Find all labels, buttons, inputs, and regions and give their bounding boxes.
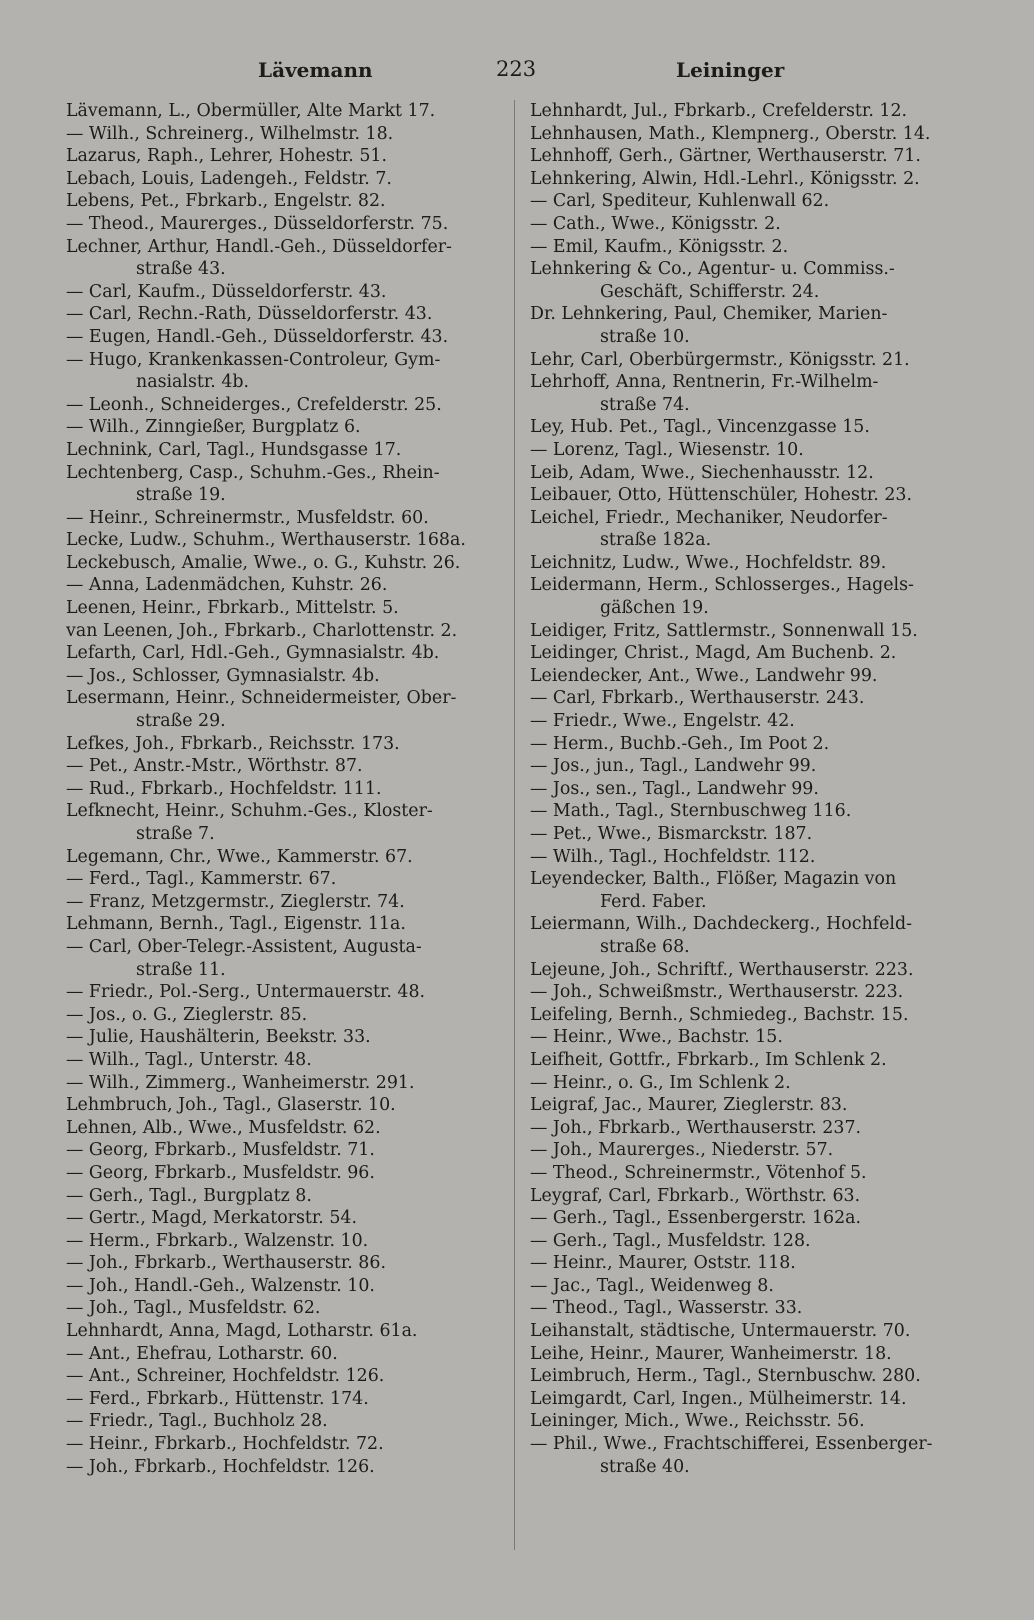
directory-entry: Leidermann, Herm., Schlosserges., Hagels- bbox=[530, 575, 914, 596]
directory-entry: Lechner, Arthur, Handl.-Geh., Düsseldorfer- bbox=[66, 236, 452, 257]
directory-entry: — Joh., Maurerges., Niederstr. 57. bbox=[530, 1140, 834, 1161]
directory-entry: — Gerh., Tagl., Essenbergerstr. 162a. bbox=[530, 1208, 862, 1229]
directory-entry: Lehnhausen, Math., Klempnerg., Oberstr. 14. bbox=[530, 123, 931, 144]
directory-entry: — Georg, Fbrkarb., Musfeldstr. 71. bbox=[66, 1140, 375, 1161]
directory-entry: Lejeune, Joh., Schriftf., Werthauserstr. 223. bbox=[530, 959, 914, 980]
directory-entry: — Heinr., Maurer, Oststr. 118. bbox=[530, 1253, 796, 1274]
directory-entry: — Carl, Fbrkarb., Werthauserstr. 243. bbox=[530, 688, 865, 709]
directory-entry: — Joh., Handl.-Geh., Walzenstr. 10. bbox=[66, 1275, 375, 1296]
directory-entry: — Georg, Fbrkarb., Musfeldstr. 96. bbox=[66, 1162, 375, 1183]
directory-entry: — Wilh., Schreinerg., Wilhelmstr. 18. bbox=[66, 123, 394, 144]
entry-continuation: straße 19. bbox=[136, 485, 226, 506]
entry-continuation: straße 68. bbox=[600, 936, 690, 957]
directory-entry: — Heinr., Schreinermstr., Musfeldstr. 60. bbox=[66, 507, 429, 528]
column-divider bbox=[514, 100, 515, 1550]
directory-entry: Lefkes, Joh., Fbrkarb., Reichsstr. 173. bbox=[66, 733, 400, 754]
directory-entry: Leckebusch, Amalie, Wwe., o. G., Kuhstr. 26. bbox=[66, 552, 461, 573]
entry-continuation: straße 11. bbox=[136, 959, 226, 980]
directory-entry: — Jos., jun., Tagl., Landwehr 99. bbox=[530, 756, 817, 777]
directory-entry: Lehnhardt, Jul., Fbrkarb., Crefelderstr. 12. bbox=[530, 101, 908, 121]
directory-entry: Ley, Hub. Pet., Tagl., Vincenzgasse 15. bbox=[530, 417, 870, 438]
directory-entry: — Hugo, Krankenkassen-Controleur, Gym- bbox=[66, 349, 441, 370]
directory-entry: Leiermann, Wilh., Dachdeckerg., Hochfeld- bbox=[530, 914, 912, 935]
directory-entry: — Friedr., Wwe., Engelstr. 42. bbox=[530, 711, 795, 732]
directory-entry: Lehmbruch, Joh., Tagl., Glaserstr. 10. bbox=[66, 1095, 396, 1116]
directory-entry: van Leenen, Joh., Fbrkarb., Charlottenstr. 2. bbox=[66, 620, 458, 641]
directory-entry: — Ant., Ehefrau, Lotharstr. 60. bbox=[66, 1343, 338, 1364]
directory-entry: Leiendecker, Ant., Wwe., Landwehr 99. bbox=[530, 665, 878, 686]
directory-entry: — Franz, Metzgermstr., Zieglerstr. 74. bbox=[66, 891, 405, 912]
directory-entry: Dr. Lehnkering, Paul, Chemiker, Marien- bbox=[530, 304, 888, 325]
entry-continuation: straße 182a. bbox=[600, 530, 712, 551]
directory-entry: Lechnink, Carl, Tagl., Hundsgasse 17. bbox=[66, 439, 402, 460]
directory-entry: Lehnkering & Co., Agentur- u. Commiss.- bbox=[530, 259, 895, 280]
page-number: 223 bbox=[496, 57, 537, 81]
directory-entry: — Jos., Schlosser, Gymnasialstr. 4b. bbox=[66, 665, 380, 686]
directory-entry: — Friedr., Pol.-Serg., Untermauerstr. 48. bbox=[66, 982, 426, 1003]
entry-continuation: straße 29. bbox=[136, 711, 226, 732]
directory-entry: — Leonh., Schneiderges., Crefelderstr. 25. bbox=[66, 394, 442, 415]
directory-entry: Leib, Adam, Wwe., Siechenhausstr. 12. bbox=[530, 462, 874, 483]
directory-entry: — Heinr., Wwe., Bachstr. 15. bbox=[530, 1027, 783, 1048]
directory-entry: — Joh., Fbrkarb., Werthauserstr. 237. bbox=[530, 1117, 862, 1138]
entry-continuation: straße 40. bbox=[600, 1456, 690, 1477]
entry-continuation: straße 74. bbox=[600, 394, 690, 415]
directory-entry: Lazarus, Raph., Lehrer, Hohestr. 51. bbox=[66, 146, 387, 167]
directory-entry: — Joh., Tagl., Musfeldstr. 62. bbox=[66, 1298, 321, 1319]
directory-entry: Lehnhardt, Anna, Magd, Lotharstr. 61a. bbox=[66, 1321, 418, 1342]
header-right-keyword: Leininger bbox=[676, 58, 785, 82]
directory-entry: Leibauer, Otto, Hüttenschüler, Hohestr. 23. bbox=[530, 485, 912, 506]
directory-entry: Leyendecker, Balth., Flößer, Magazin von bbox=[530, 869, 897, 890]
directory-entry: Leidinger, Christ., Magd, Am Buchenb. 2. bbox=[530, 643, 897, 664]
directory-entry: — Lorenz, Tagl., Wiesenstr. 10. bbox=[530, 439, 804, 460]
directory-entry: — Theod., Maurerges., Düsseldorferstr. 75. bbox=[66, 213, 449, 234]
directory-entry: — Wilh., Tagl., Unterstr. 48. bbox=[66, 1049, 312, 1070]
right-column bbox=[530, 100, 964, 1478]
directory-entry: Lechtenberg, Casp., Schuhm.-Ges., Rhein- bbox=[66, 462, 440, 483]
directory-entry: Leifheit, Gottfr., Fbrkarb., Im Schlenk 2. bbox=[530, 1049, 887, 1070]
directory-entry: — Gertr., Magd, Merkatorstr. 54. bbox=[66, 1208, 358, 1229]
directory-entry: — Ant., Schreiner, Hochfeldstr. 126. bbox=[66, 1366, 385, 1387]
directory-entry: — Carl, Kaufm., Düsseldorferstr. 43. bbox=[66, 281, 387, 302]
directory-entry: — Theod., Tagl., Wasserstr. 33. bbox=[530, 1298, 803, 1319]
entry-continuation: Geschäft, Schifferstr. 24. bbox=[600, 281, 820, 302]
directory-entry: Lehrhoff, Anna, Rentnerin, Fr.-Wilhelm- bbox=[530, 372, 879, 393]
directory-entry: Leimbruch, Herm., Tagl., Sternbuschw. 280. bbox=[530, 1366, 921, 1387]
directory-entry: — Pet., Anstr.-Mstr., Wörthstr. 87. bbox=[66, 756, 363, 777]
entry-continuation: gäßchen 19. bbox=[600, 598, 709, 619]
directory-entry: — Phil., Wwe., Frachtschifferei, Essenberger- bbox=[530, 1434, 933, 1455]
directory-entry: — Joh., Fbrkarb., Werthauserstr. 86. bbox=[66, 1253, 386, 1274]
directory-entry: Leigraf, Jac., Maurer, Zieglerstr. 83. bbox=[530, 1095, 848, 1116]
directory-entry: Lecke, Ludw., Schuhm., Werthauserstr. 168a. bbox=[66, 530, 466, 551]
directory-entry: — Carl, Rechn.-Rath, Düsseldorferstr. 43. bbox=[66, 304, 433, 325]
directory-entry: — Theod., Schreinermstr., Vötenhof 5. bbox=[530, 1162, 867, 1183]
directory-entry: Lehr, Carl, Oberbürgermstr., Königsstr. 21. bbox=[530, 349, 910, 370]
left-column bbox=[66, 100, 502, 1478]
directory-entry: — Rud., Fbrkarb., Hochfeldstr. 111. bbox=[66, 778, 382, 799]
directory-entry: Lefarth, Carl, Hdl.-Geh., Gymnasialstr. 4b. bbox=[66, 643, 440, 664]
directory-entry: Leihe, Heinr., Maurer, Wanheimerstr. 18. bbox=[530, 1343, 892, 1364]
directory-entry: Leidiger, Fritz, Sattlermstr., Sonnenwall 15. bbox=[530, 620, 918, 641]
directory-entry: — Gerh., Tagl., Burgplatz 8. bbox=[66, 1185, 312, 1206]
directory-entry: Leifeling, Bernh., Schmiedeg., Bachstr. 15. bbox=[530, 1004, 909, 1025]
directory-entry: Lävemann, L., Obermüller, Alte Markt 17. bbox=[66, 101, 436, 121]
directory-entry: — Heinr., o. G., Im Schlenk 2. bbox=[530, 1072, 791, 1093]
directory-entry: Lehnhoff, Gerh., Gärtner, Werthauserstr. 71. bbox=[530, 146, 921, 167]
directory-entry: Lehmann, Bernh., Tagl., Eigenstr. 11a. bbox=[66, 914, 406, 935]
directory-entry: — Carl, Spediteur, Kuhlenwall 62. bbox=[530, 191, 830, 212]
directory-entry: — Wilh., Zinngießer, Burgplatz 6. bbox=[66, 417, 361, 438]
directory-entry: — Jos., o. G., Zieglerstr. 85. bbox=[66, 1004, 308, 1025]
directory-entry: — Math., Tagl., Sternbuschweg 116. bbox=[530, 801, 852, 822]
entry-continuation: straße 10. bbox=[600, 326, 690, 347]
directory-entry: — Ferd., Fbrkarb., Hüttenstr. 174. bbox=[66, 1388, 369, 1409]
entry-continuation: Ferd. Faber. bbox=[600, 891, 707, 912]
directory-entry: — Herm., Buchb.-Geh., Im Poot 2. bbox=[530, 733, 830, 754]
directory-entry: — Pet., Wwe., Bismarckstr. 187. bbox=[530, 824, 813, 844]
entry-continuation: straße 43. bbox=[136, 259, 226, 280]
directory-entry: — Cath., Wwe., Königsstr. 2. bbox=[530, 213, 781, 234]
directory-entry: — Heinr., Fbrkarb., Hochfeldstr. 72. bbox=[66, 1434, 384, 1455]
directory-entry: — Jos., sen., Tagl., Landwehr 99. bbox=[530, 778, 819, 799]
directory-entry: Lebens, Pet., Fbrkarb., Engelstr. 82. bbox=[66, 191, 386, 212]
directory-entry: — Joh., Fbrkarb., Hochfeldstr. 126. bbox=[66, 1456, 375, 1477]
directory-entry: — Herm., Fbrkarb., Walzenstr. 10. bbox=[66, 1230, 369, 1251]
directory-entry: — Ferd., Tagl., Kammerstr. 67. bbox=[66, 869, 337, 890]
directory-entry: — Carl, Ober-Telegr.-Assistent, Augusta- bbox=[66, 936, 422, 957]
entry-continuation: straße 7. bbox=[136, 824, 215, 844]
directory-entry: Leenen, Heinr., Fbrkarb., Mittelstr. 5. bbox=[66, 598, 399, 619]
directory-entry: Lebach, Louis, Ladengeh., Feldstr. 7. bbox=[66, 168, 392, 189]
directory-entry: Leygraf, Carl, Fbrkarb., Wörthstr. 63. bbox=[530, 1185, 861, 1206]
directory-entry: — Joh., Schweißmstr., Werthauserstr. 223. bbox=[530, 982, 904, 1003]
directory-entry: Leininger, Mich., Wwe., Reichsstr. 56. bbox=[530, 1411, 865, 1432]
directory-entry: — Anna, Ladenmädchen, Kuhstr. 26. bbox=[66, 575, 388, 596]
entry-continuation: nasialstr. 4b. bbox=[136, 372, 250, 393]
directory-entry: Leihanstalt, städtische, Untermauerstr. 70. bbox=[530, 1321, 911, 1342]
directory-entry: Leichnitz, Ludw., Wwe., Hochfeldstr. 89. bbox=[530, 552, 887, 573]
directory-entry: — Julie, Haushälterin, Beekstr. 33. bbox=[66, 1027, 371, 1048]
directory-entry: — Wilh., Zimmerg., Wanheimerstr. 291. bbox=[66, 1072, 415, 1093]
directory-entry: — Eugen, Handl.-Geh., Düsseldorferstr. 43. bbox=[66, 326, 449, 347]
directory-entry: — Jac., Tagl., Weidenweg 8. bbox=[530, 1275, 774, 1296]
directory-entry: — Gerh., Tagl., Musfeldstr. 128. bbox=[530, 1230, 811, 1251]
directory-entry: — Wilh., Tagl., Hochfeldstr. 112. bbox=[530, 846, 816, 867]
directory-entry: Lehnkering, Alwin, Hdl.-Lehrl., Königsstr. 2. bbox=[530, 168, 920, 189]
running-header bbox=[0, 52, 1034, 92]
directory-entry: Legemann, Chr., Wwe., Kammerstr. 67. bbox=[66, 846, 413, 867]
directory-entry: Leichel, Friedr., Mechaniker, Neudorfer- bbox=[530, 507, 888, 528]
directory-entry: Lesermann, Heinr., Schneidermeister, Ober- bbox=[66, 688, 457, 709]
directory-entry: Lehnen, Alb., Wwe., Musfeldstr. 62. bbox=[66, 1117, 381, 1138]
directory-entry: Leimgardt, Carl, Ingen., Mülheimerstr. 14. bbox=[530, 1388, 907, 1409]
directory-entry: — Friedr., Tagl., Buchholz 28. bbox=[66, 1411, 328, 1432]
directory-entry: — Emil, Kaufm., Königsstr. 2. bbox=[530, 236, 789, 257]
directory-entry: Lefknecht, Heinr., Schuhm.-Ges., Kloster- bbox=[66, 801, 433, 822]
header-left-keyword: Lävemann bbox=[258, 58, 373, 82]
